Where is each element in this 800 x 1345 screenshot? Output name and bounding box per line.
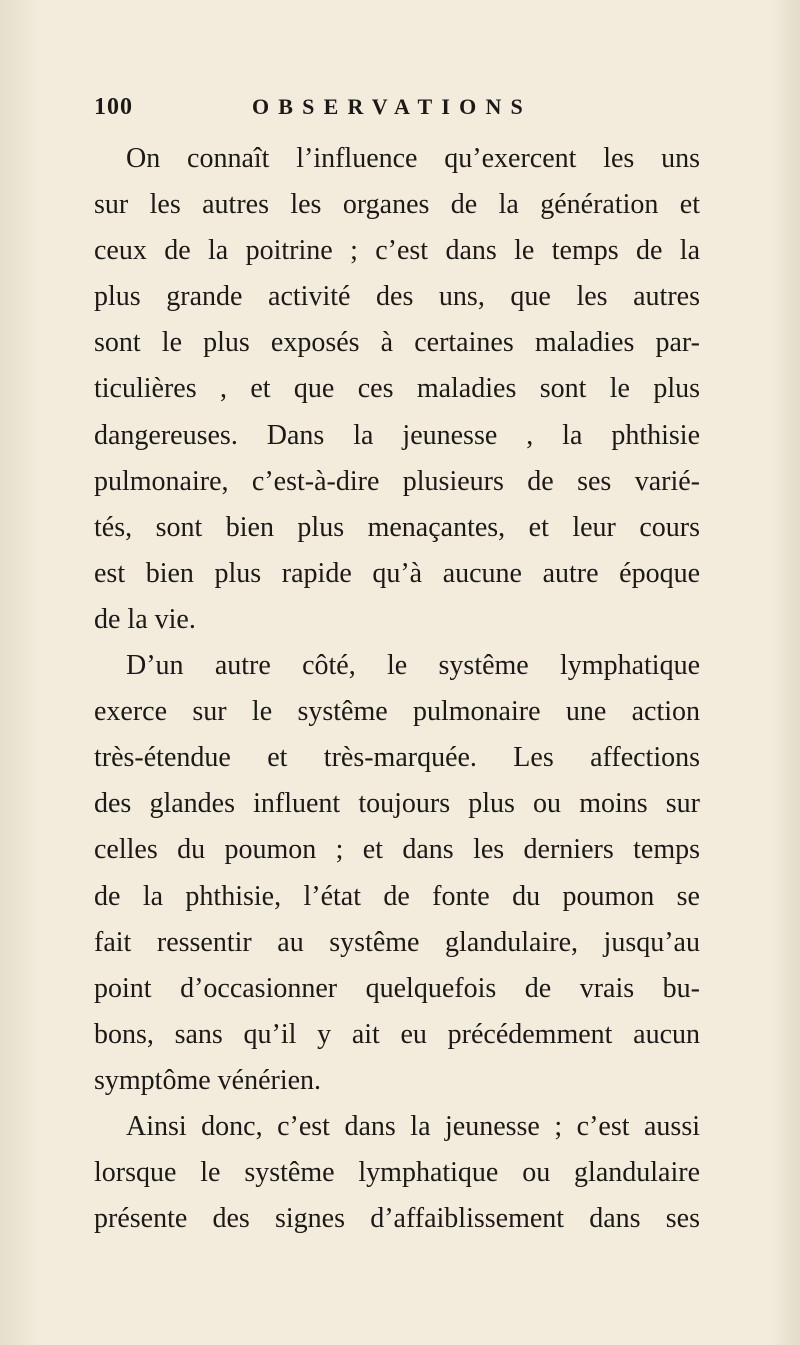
text-line: point d’occasionner quelquefois de vrais bu- bbox=[94, 972, 700, 1004]
text-line: celles du poumon ; et dans les derniers temps bbox=[94, 834, 700, 866]
body-text bbox=[94, 136, 700, 1242]
text-line: tés, sont bien plus menaçantes, et leur cours bbox=[94, 511, 700, 543]
text-line: pulmonaire, c’est-à-dire plusieurs de ses varié- bbox=[94, 465, 700, 497]
text-line: ceux de la poitrine ; c’est dans le temps de la bbox=[94, 235, 700, 267]
text-line: très-étendue et très-marquée. Les affections bbox=[94, 742, 700, 774]
text-line: des glandes influent toujours plus ou moins sur bbox=[94, 788, 700, 820]
text-line: ticulières , et que ces maladies sont le plus bbox=[94, 373, 700, 405]
text-line: présente des signes d’affaiblissement dans ses bbox=[94, 1203, 700, 1235]
text-line: sur les autres les organes de la génération et bbox=[94, 189, 700, 221]
text-line: est bien plus rapide qu’à aucune autre époque bbox=[94, 557, 700, 589]
text-line: lorsque le systême lymphatique ou glandulaire bbox=[94, 1157, 700, 1189]
text-line: de la phthisie, l’état de fonte du poumon se bbox=[94, 880, 700, 912]
text-line: fait ressentir au systême glandulaire, jusqu’au bbox=[94, 926, 700, 958]
running-head bbox=[94, 94, 694, 128]
text-line: plus grande activité des uns, que les autres bbox=[94, 281, 700, 313]
text-line: exerce sur le systême pulmonaire une action bbox=[94, 696, 700, 728]
text-line: Ainsi donc, c’est dans la jeunesse ; c’est aussi bbox=[126, 1110, 700, 1142]
page-number: 100 bbox=[94, 94, 133, 120]
text-line: symptôme vénérien. bbox=[94, 1064, 322, 1096]
text-line: D’un autre côté, le systême lymphatique bbox=[126, 650, 700, 682]
text-line: On connaît l’influence qu’exercent les uns bbox=[126, 143, 700, 174]
text-line: sont le plus exposés à certaines maladies par- bbox=[94, 327, 700, 359]
running-title: OBSERVATIONS bbox=[252, 94, 532, 119]
text-line: dangereuses. Dans la jeunesse , la phthisie bbox=[94, 419, 700, 451]
text-line: de la vie. bbox=[94, 603, 196, 635]
text-line: bons, sans qu’il y ait eu précédemment aucun bbox=[94, 1018, 700, 1050]
